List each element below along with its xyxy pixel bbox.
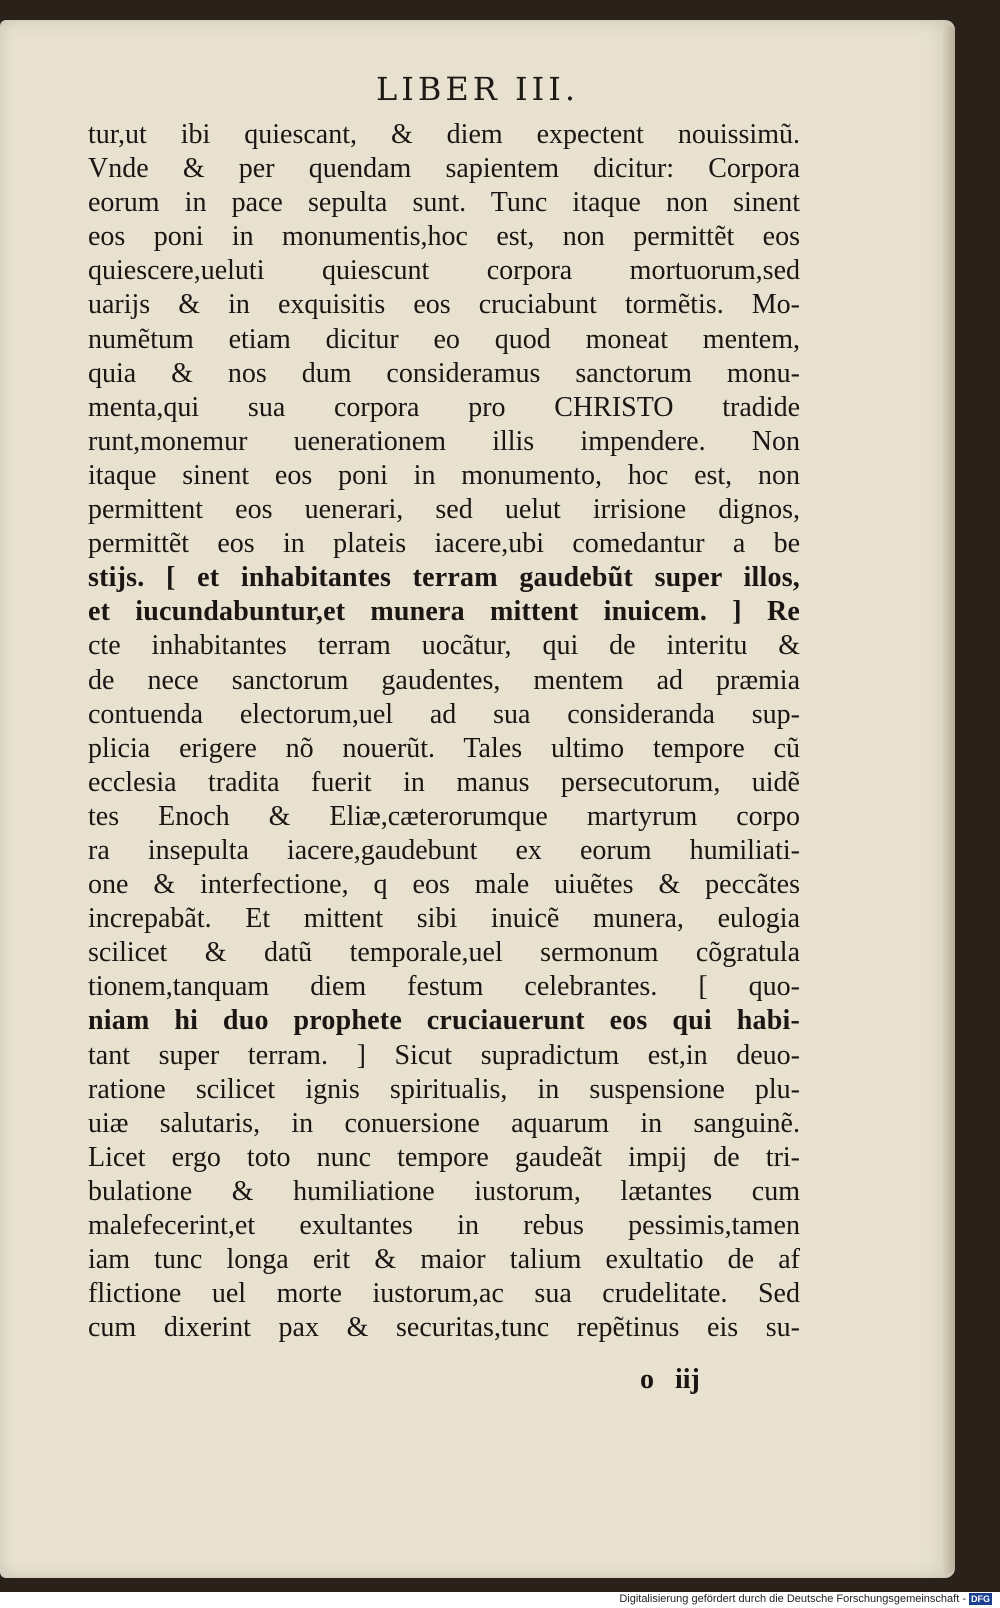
text-line: tant super terram. ] Sicut supradictum est,in deuo- bbox=[88, 1039, 800, 1071]
text-line: ra insepulta iacere,gaudebunt ex eorum humiliati- bbox=[88, 834, 800, 866]
text-line: stijs. [ et inhabitantes terram gaudebũt super illos, bbox=[88, 562, 800, 594]
text-line: flictione uel morte iustorum,ac sua crudelitate. Sed bbox=[88, 1278, 800, 1310]
text-line: uiæ salutaris, in conuersione aquarum in sanguinẽ. bbox=[88, 1107, 800, 1139]
text-line: increpabãt. Et mittent sibi inuicẽ munera, eulogia bbox=[88, 903, 800, 935]
text-line: niam hi duo prophete cruciauerunt eos qui habi- bbox=[88, 1005, 800, 1037]
digitization-credit bbox=[619, 1593, 992, 1605]
text-line: iam tunc longa erit & maior talium exultatio de af bbox=[88, 1244, 800, 1276]
text-line: contuenda electorum,uel ad sua consideranda sup- bbox=[88, 698, 800, 730]
text-line: permittẽt eos in plateis iacere,ubi comedantur a be bbox=[88, 528, 800, 560]
running-head: LIBER III. bbox=[375, 70, 580, 108]
text-line: uarijs & in exquisitis eos cruciabunt tormẽtis. Mo- bbox=[88, 289, 800, 321]
dfg-logo: DFG bbox=[971, 1594, 990, 1605]
text-line: cum dixerint pax & securitas,tunc repẽtinus eis su- bbox=[88, 1312, 800, 1344]
text-line: menta,qui sua corpora pro CHRISTO tradide bbox=[88, 391, 800, 423]
page-edge bbox=[943, 24, 955, 1574]
text-line: ratione scilicet ignis spiritualis, in suspensione plu- bbox=[88, 1073, 800, 1105]
text-line: ecclesia tradita fuerit in manus persecutorum, uidẽ bbox=[88, 766, 800, 798]
credit-text: Digitalisierung gefördert durch die Deutsche Forschungsgemeinschaft - bbox=[619, 1593, 966, 1605]
text-line: runt,monemur uenerationem illis impendere. Non bbox=[88, 425, 800, 457]
text-line: Vnde & per quendam sapientem dicitur: Corpora bbox=[88, 153, 800, 185]
text-line: bulatione & humiliatione iustorum, lætantes cum bbox=[88, 1175, 800, 1207]
text-line: malefecerint,et exultantes in rebus pessimis,tamen bbox=[88, 1210, 800, 1241]
text-line: itaque sinent eos poni in monumento, hoc est, non bbox=[88, 459, 800, 491]
text-line: plicia erigere nõ nouerũt. Tales ultimo tempore cũ bbox=[88, 732, 800, 764]
text-line: cte inhabitantes terram uocãtur, qui de interitu & bbox=[88, 630, 800, 662]
text-line: scilicet & datũ temporale,uel sermonum cõgratula bbox=[88, 937, 800, 969]
text-line: quia & nos dum consideramus sanctorum monu- bbox=[88, 357, 800, 389]
text-line: de nece sanctorum gaudentes, mentem ad præmia bbox=[88, 664, 800, 696]
body-text bbox=[88, 118, 800, 1345]
text-line: tur,ut ibi quiescant, & diem expectent nouissimũ. bbox=[88, 119, 800, 150]
text-line: eorum in pace sepulta sunt. Tunc itaque non sinent bbox=[88, 187, 800, 219]
text-line: Licet ergo toto nunc tempore gaudeãt impij de tri- bbox=[88, 1141, 800, 1173]
text-line: et iucundabuntur,et munera mittent inuicem. ] Re bbox=[88, 596, 800, 628]
text-line: one & interfectione, q eos male uiuẽtes & peccãtes bbox=[88, 869, 800, 901]
text-line: numẽtum etiam dicitur eo quod moneat mentem, bbox=[88, 323, 800, 355]
signature-mark: o iij bbox=[640, 1364, 700, 1395]
text-line: quiescere,ueluti quiescunt corpora mortuorum,sed bbox=[88, 255, 800, 287]
text-line: tionem,tanquam diem festum celebrantes. [ quo- bbox=[88, 971, 800, 1003]
text-line: tes Enoch & Eliæ,cæterorumque martyrum corpo bbox=[88, 800, 800, 832]
text-line: permittent eos uenerari, sed uelut irrisione dignos, bbox=[88, 494, 800, 526]
text-line: eos poni in monumentis,hoc est, non permittẽt eos bbox=[88, 221, 800, 253]
